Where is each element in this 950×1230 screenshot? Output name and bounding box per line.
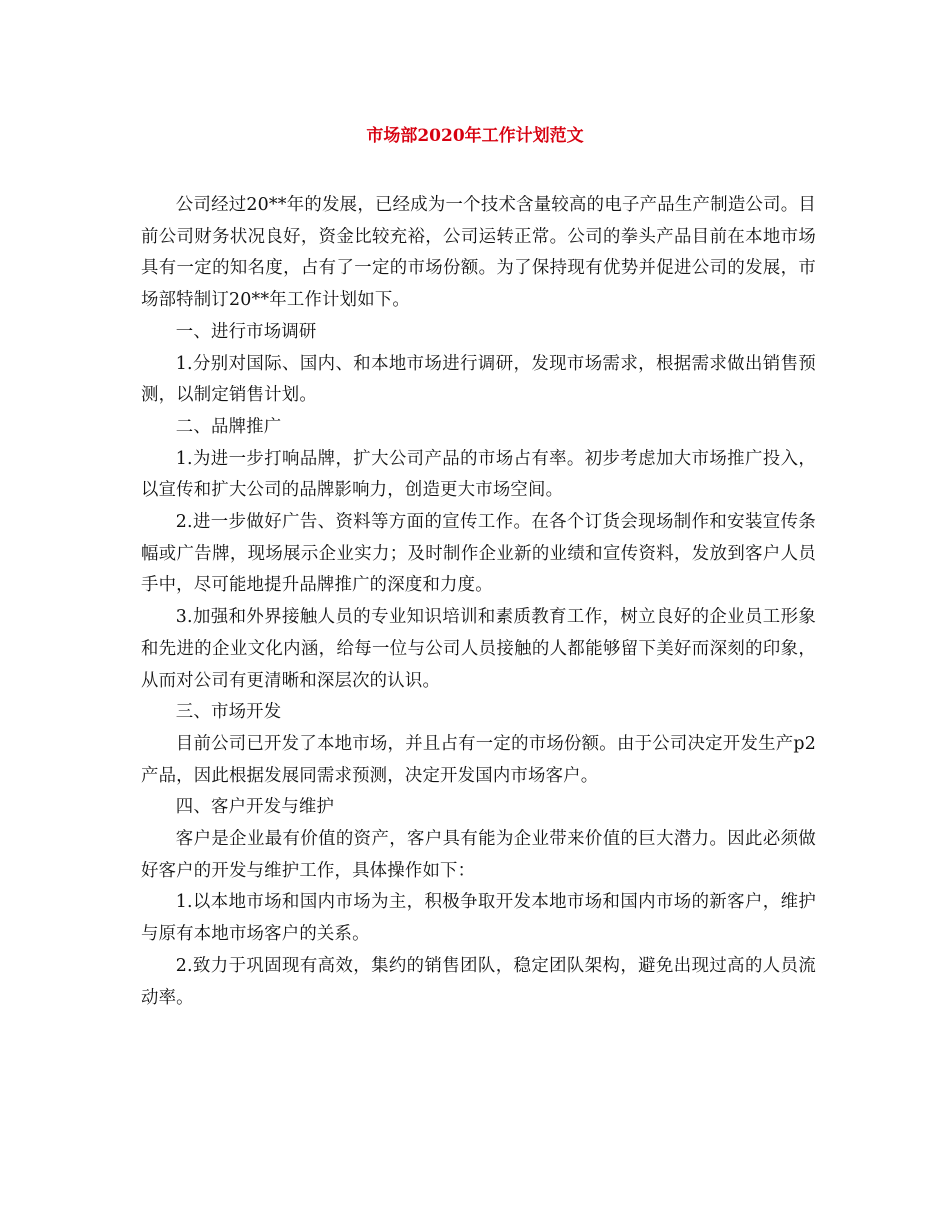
brand-promotion-item-1: 1.为进一步打响品牌，扩大公司产品的市场占有率。初步考虑加大市场推广投入，以宣传和扩大公司的品牌影响力，创造更大市场空间。 [141, 448, 816, 501]
market-development-paragraph: 目前公司已开发了本地市场，并且占有一定的市场份额。由于公司决定开发生产p2产品，因此根据发展同需求预测，决定开发国内市场客户。 [141, 733, 816, 786]
brand-promotion-item-2: 2.进一步做好广告、资料等方面的宣传工作。在各个订货会现场制作和安装宣传条幅或广告牌，现场展示企业实力；及时制作企业新的业绩和宣传资料，发放到客户人员手中，尽可能地提升品牌推广的深度和力度。 [141, 512, 816, 596]
section-heading-market-development: 三、市场开发 [175, 702, 282, 723]
customer-development-item-1: 1.以本地市场和国内市场为主，积极争取开发本地市场和国内市场的新客户，维护与原有本地市场客户的关系。 [141, 892, 816, 945]
section-heading-brand-promotion: 二、品牌推广 [175, 416, 282, 437]
section-heading-customer-development: 四、客户开发与维护 [175, 797, 335, 818]
customer-development-item-2: 2.致力于巩固现有高效，集约的销售团队，稳定团队架构，避免出现过高的人员流动率。 [141, 955, 816, 1008]
section-heading-market-research: 一、进行市场调研 [175, 321, 317, 342]
brand-promotion-item-3: 3.加强和外界接触人员的专业知识培训和素质教育工作，树立良好的企业员工形象和先进的企业文化内涵，给每一位与公司人员接触的人都能够留下美好而深刻的印象，从而对公司有更清晰和深层次的认识。 [141, 607, 816, 691]
document-body [141, 190, 816, 1014]
document-title: 市场部2020年工作计划范文 [366, 126, 584, 146]
customer-development-paragraph: 客户是企业最有价值的资产，客户具有能为企业带来价值的巨大潜力。因此必须做好客户的开发与维护工作，具体操作如下： [141, 829, 816, 881]
market-research-item-1: 1.分别对国际、国内、和本地市场进行调研，发现市场需求，根据需求做出销售预测，以制定销售计划。 [141, 353, 816, 406]
intro-paragraph: 公司经过20**年的发展，已经成为一个技术含量较高的电子产品生产制造公司。目前公司财务状况良好，资金比较充裕，公司运转正常。公司的拳头产品目前在本地市场具有一定的知名度，占有了一定的市场份额。为了保持现有优势并促进公司的发展，市场部特制订20**年工作计划如下。 [141, 195, 816, 311]
